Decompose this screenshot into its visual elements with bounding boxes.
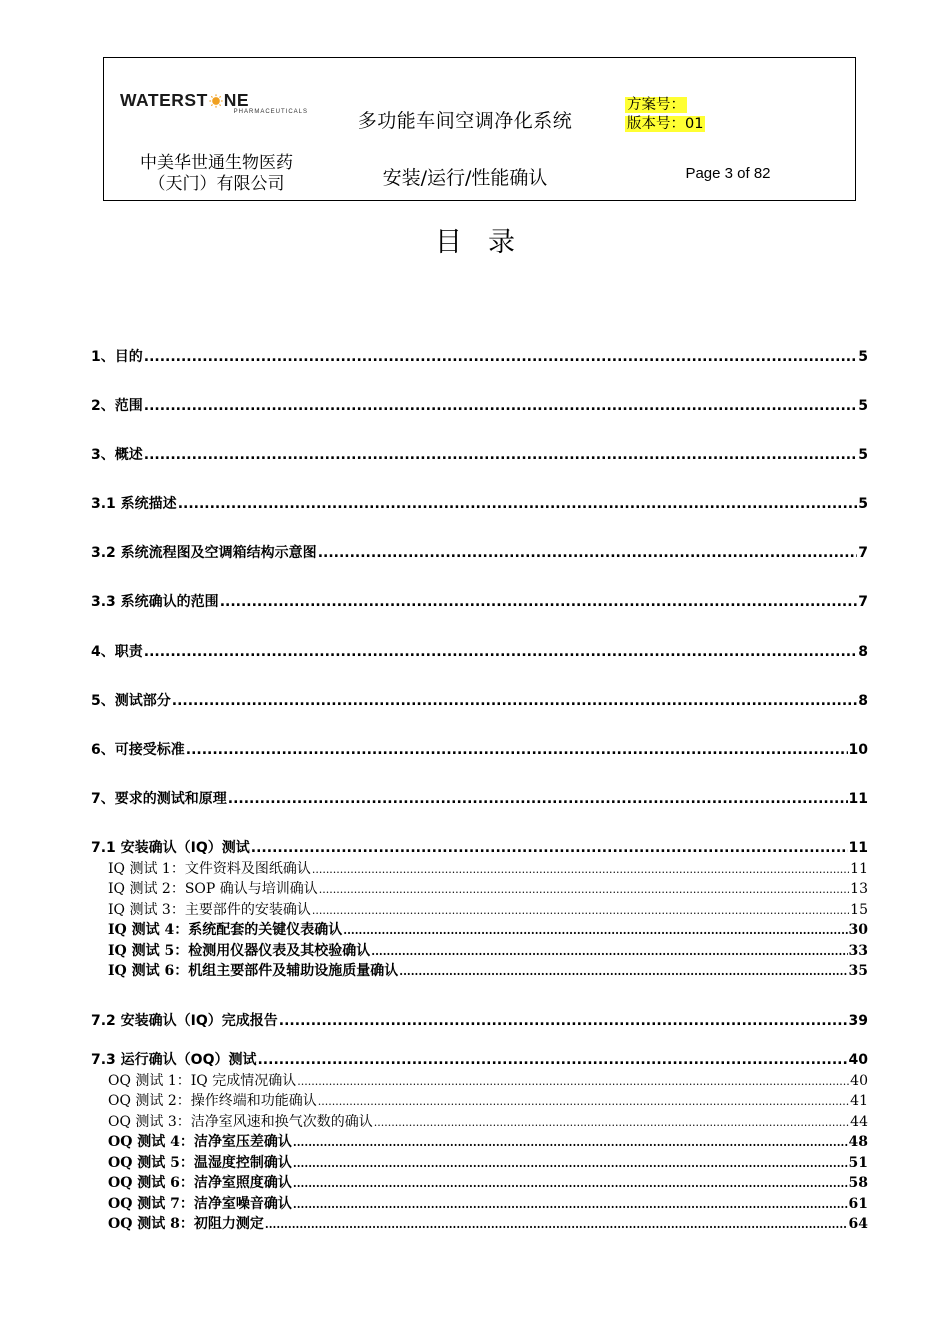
company-cell: [104, 147, 329, 200]
toc-entry-text: OQ 测试 8：初阻力测定: [108, 1216, 264, 1232]
toc-entry-page: 7: [858, 594, 868, 610]
toc-entry-page: 33: [848, 943, 868, 959]
toc-subentry[interactable]: [108, 1193, 868, 1213]
toc-entry-page: 7: [858, 545, 868, 561]
toc-entry-page: 8: [858, 644, 868, 660]
page-number-cell: [601, 147, 855, 200]
toc-entry-text: IQ 测试 1：文件资料及图纸确认: [108, 861, 311, 877]
toc-entry-page: 40: [848, 1052, 868, 1068]
toc-entry-text: IQ 测试 6：机组主要部件及辅助设施质量确认: [108, 963, 399, 979]
toc-subentry[interactable]: [108, 1152, 868, 1172]
toc-subentry[interactable]: [108, 858, 868, 878]
toc-entry-page: 40: [850, 1073, 868, 1089]
toc-entry-text: 6、可接受标准: [91, 742, 185, 758]
toc-entry-text: 7.2 安装确认（IQ）完成报告: [91, 1013, 278, 1029]
toc-entry-page: 8: [858, 693, 868, 709]
toc-subentry[interactable]: [108, 1111, 868, 1131]
company-name-line2: （天门）有限公司: [148, 174, 285, 194]
toc-heading: 目录: [435, 227, 541, 258]
toc-entry-page: 15: [850, 902, 868, 918]
toc-subentry[interactable]: [108, 878, 868, 898]
toc-entry-text: OQ 测试 5：温湿度控制确认: [108, 1155, 292, 1171]
toc-entry-page: 51: [848, 1155, 868, 1171]
toc-entry-page: 11: [848, 840, 868, 856]
toc-entry[interactable]: [91, 395, 868, 415]
toc-entry-text: OQ 测试 7：洁净室噪音确认: [108, 1196, 292, 1212]
plan-info-cell: [601, 58, 855, 147]
toc-entry-page: 58: [848, 1175, 868, 1191]
toc-entry[interactable]: [91, 542, 868, 562]
toc-entry-text: 3.2 系统流程图及空调箱结构示意图: [91, 545, 317, 561]
toc-entry-text: 2、范围: [91, 398, 143, 414]
logo-cell: [104, 58, 329, 147]
toc-entry[interactable]: [91, 346, 868, 366]
toc-subentry[interactable]: [108, 960, 868, 980]
toc-entry[interactable]: [91, 690, 868, 710]
toc-entry[interactable]: [91, 1049, 868, 1069]
toc-entry-page: 10: [848, 742, 868, 758]
company-name-line1: 中美华世通生物医药: [140, 153, 293, 173]
toc-entry[interactable]: [91, 788, 868, 808]
toc-entry-text: OQ 测试 2：操作终端和功能确认: [108, 1093, 317, 1109]
toc-entry-page: 5: [858, 496, 868, 512]
toc-entry[interactable]: [91, 837, 868, 857]
toc-entry-text: 7、要求的测试和原理: [91, 791, 227, 807]
toc-subentry[interactable]: [108, 1070, 868, 1090]
toc-entry-page: 64: [848, 1216, 868, 1232]
toc-entry-page: 48: [848, 1134, 868, 1150]
logo-text-right: NE: [223, 90, 250, 110]
toc-entry-text: IQ 测试 3：主要部件的安装确认: [108, 902, 311, 918]
toc-entry-page: 61: [848, 1196, 868, 1212]
toc-entry-text: IQ 测试 2：SOP 确认与培训确认: [108, 881, 318, 897]
logo-text-left: WATERST: [120, 90, 208, 110]
toc-entry-page: 35: [848, 963, 868, 979]
toc-subentry[interactable]: [108, 919, 868, 939]
toc-subentry[interactable]: [108, 899, 868, 919]
toc-entry-page: 39: [848, 1013, 868, 1029]
toc-entry-text: 7.3 运行确认（OQ）测试: [91, 1052, 257, 1068]
toc-entry-text: 1、目的: [91, 349, 143, 365]
toc-entry[interactable]: [91, 444, 868, 464]
logo-subtext: PHARMACEUTICALS: [233, 109, 308, 115]
toc-subentry[interactable]: [108, 940, 868, 960]
toc-entry-page: 11: [848, 791, 868, 807]
toc-subentry[interactable]: [108, 1213, 868, 1233]
toc-entry-text: OQ 测试 1：IQ 完成情况确认: [108, 1073, 297, 1089]
toc-entry-page: 5: [858, 398, 868, 414]
toc-entry[interactable]: [91, 493, 868, 513]
toc-entry-text: 3.3 系统确认的范围: [91, 594, 219, 610]
logo-sun-icon: [209, 94, 223, 108]
toc-subentry[interactable]: [108, 1131, 868, 1151]
page-number: Page 3 of 82: [685, 165, 771, 182]
toc-entry-text: OQ 测试 3：洁净室风速和换气次数的确认: [108, 1114, 373, 1130]
toc-subentry[interactable]: [108, 1172, 868, 1192]
toc-entry-text: 5、测试部分: [91, 693, 171, 709]
toc-entry[interactable]: [91, 641, 868, 661]
toc-entry-page: 5: [858, 349, 868, 365]
toc-entry-text: OQ 测试 4：洁净室压差确认: [108, 1134, 292, 1150]
toc-entry[interactable]: [91, 591, 868, 611]
document-header-table: [103, 57, 856, 201]
toc-subentry[interactable]: [108, 1090, 868, 1110]
phase-title: 安装/运行/性能确认: [382, 167, 548, 189]
toc-entry-page: 13: [850, 881, 868, 897]
toc-entry-page: 11: [850, 861, 868, 877]
plan-number-label: 方案号：: [627, 97, 685, 113]
system-title: 多功能车间空调净化系统: [357, 110, 573, 132]
toc-entry-page: 30: [848, 922, 868, 938]
toc-entry-text: 3.1 系统描述: [91, 496, 177, 512]
toc-entry-text: 4、职责: [91, 644, 143, 660]
toc-entry-text: OQ 测试 6：洁净室照度确认: [108, 1175, 292, 1191]
toc-entry-text: IQ 测试 5：检测用仪器仪表及其校验确认: [108, 943, 371, 959]
toc-entry[interactable]: [91, 1010, 868, 1030]
phase-cell: [329, 147, 601, 200]
toc-entry-text: 3、概述: [91, 447, 143, 463]
company-logo: [120, 90, 310, 115]
toc-entry-page: 41: [850, 1093, 868, 1109]
toc-entry[interactable]: [91, 739, 868, 759]
toc-entry-page: 44: [850, 1114, 868, 1130]
toc-entry-page: 5: [858, 447, 868, 463]
version-label: 版本号：01: [627, 116, 704, 132]
system-title-cell: [329, 58, 601, 147]
toc-entry-text: IQ 测试 4：系统配套的关键仪表确认: [108, 922, 343, 938]
toc-entry-text: 7.1 安装确认（IQ）测试: [91, 840, 250, 856]
